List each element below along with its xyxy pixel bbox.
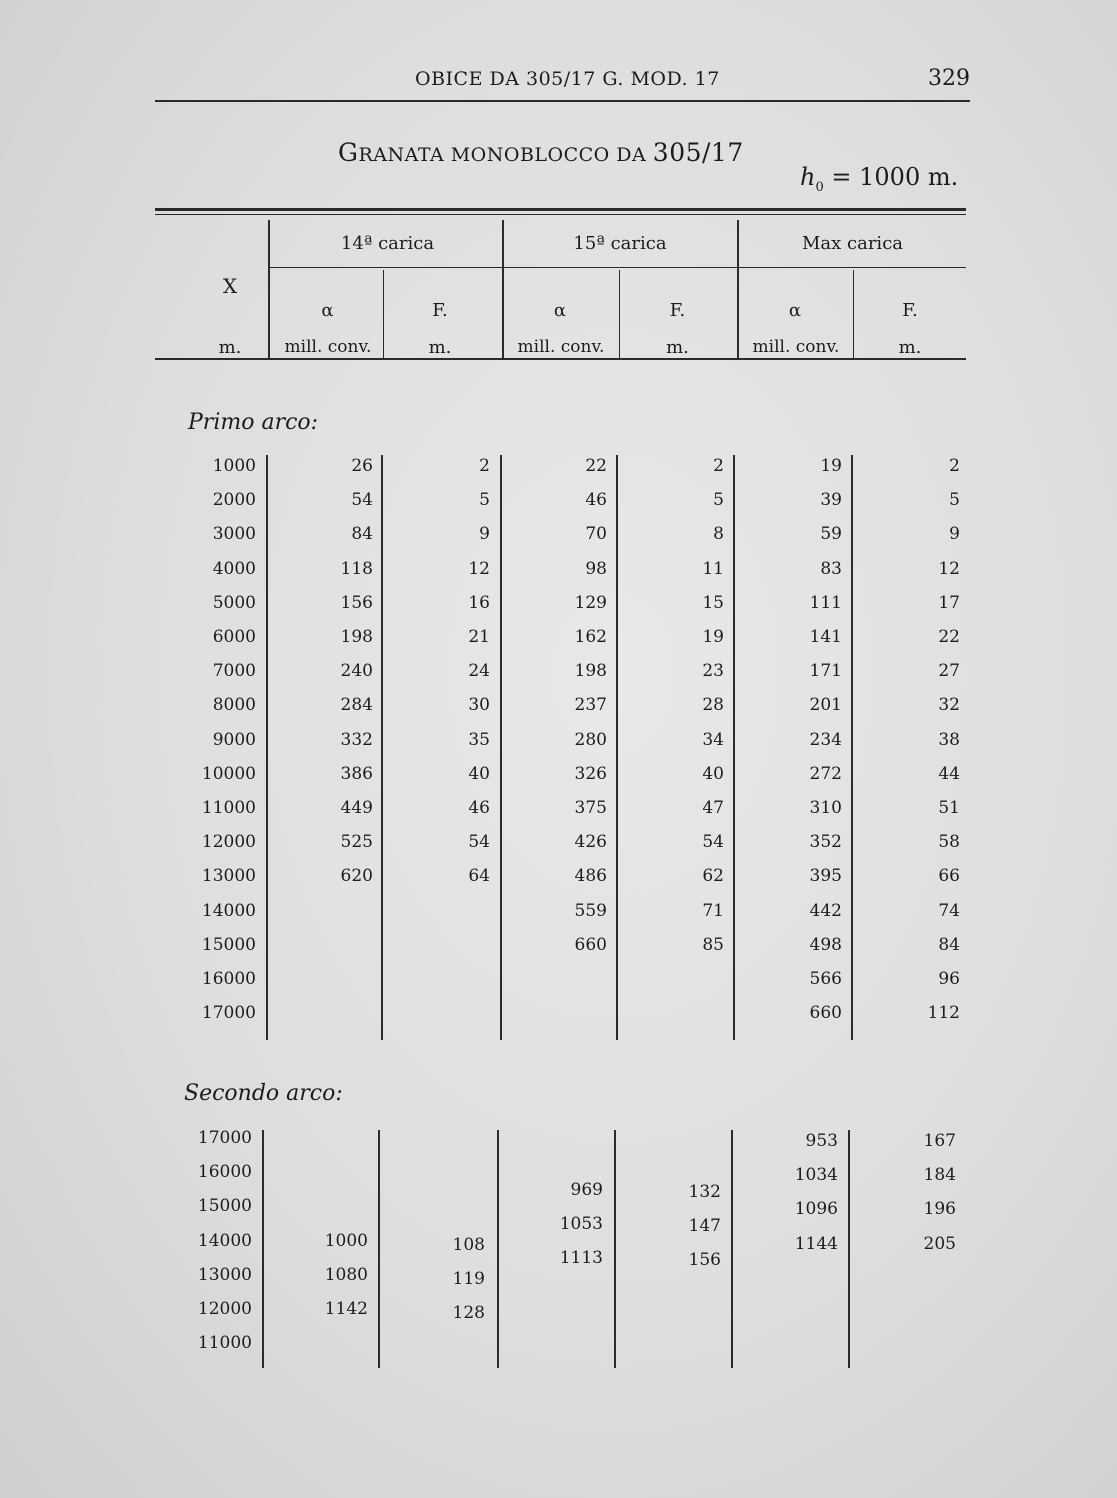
- value-cell-f14: 54: [468, 832, 490, 852]
- value-cell-a15: 22: [585, 456, 607, 476]
- value-cell-a14: 1142: [324, 1299, 368, 1319]
- h0-formula: [800, 163, 958, 195]
- value-cell-amax: 1096: [794, 1199, 838, 1219]
- value-cell-f15: 19: [702, 627, 724, 647]
- value-cell-a15: 237: [574, 695, 607, 715]
- f-header-15: F.: [669, 300, 686, 321]
- header-rule: [155, 100, 970, 102]
- range-cell: 4000: [212, 559, 256, 579]
- value-cell-f15: 71: [702, 901, 724, 921]
- value-cell-amax: 272: [809, 764, 842, 784]
- title-initial: G: [338, 138, 359, 167]
- primo-vline: [266, 455, 268, 1040]
- value-cell-a15: 426: [574, 832, 607, 852]
- range-cell: 11000: [197, 1333, 252, 1353]
- alpha-unit-14: mill. conv.: [284, 337, 372, 357]
- f-unit-14: m.: [428, 337, 452, 358]
- value-cell-f15: 132: [688, 1182, 721, 1202]
- value-cell-amax: 171: [809, 661, 842, 681]
- range-cell: 12000: [201, 832, 256, 852]
- range-cell: 16000: [197, 1162, 252, 1182]
- header-bottom-rule: [155, 358, 966, 360]
- header-vline: [619, 270, 620, 358]
- section-primo-arco: Primo arco:: [188, 410, 319, 435]
- value-cell-fmax: 84: [938, 935, 960, 955]
- value-cell-amax: 953: [805, 1131, 838, 1151]
- value-cell-f15: 147: [688, 1216, 721, 1236]
- alpha-unit-15: mill. conv.: [517, 337, 605, 357]
- value-cell-fmax: 96: [938, 969, 960, 989]
- value-cell-amax: 442: [809, 901, 842, 921]
- range-cell: 15000: [197, 1196, 252, 1216]
- value-cell-f14: 16: [468, 593, 490, 613]
- value-cell-a15: 129: [574, 593, 607, 613]
- value-cell-a15: 559: [574, 901, 607, 921]
- range-cell: 16000: [201, 969, 256, 989]
- range-cell: 8000: [212, 695, 256, 715]
- range-cell: 1000: [212, 456, 256, 476]
- value-cell-fmax: 44: [938, 764, 960, 784]
- value-cell-fmax: 5: [949, 490, 960, 510]
- secondo-vline: [497, 1130, 499, 1368]
- value-cell-f15: 62: [702, 866, 724, 886]
- range-cell: 13000: [197, 1265, 252, 1285]
- value-cell-amax: 1144: [794, 1234, 838, 1254]
- value-cell-f14: 2: [479, 456, 490, 476]
- alpha-header-max: α: [788, 300, 802, 321]
- value-cell-fmax: 184: [923, 1165, 956, 1185]
- group-header-15: 15ª carica: [573, 233, 667, 254]
- value-cell-a14: 449: [340, 798, 373, 818]
- value-cell-f15: 156: [688, 1250, 721, 1270]
- h0-value: = 1000 m.: [831, 163, 959, 191]
- value-cell-a15: 1113: [559, 1248, 603, 1268]
- value-cell-f15: 40: [702, 764, 724, 784]
- value-cell-f14: 108: [452, 1235, 485, 1255]
- value-cell-a14: 198: [340, 627, 373, 647]
- value-cell-a15: 98: [585, 559, 607, 579]
- range-cell: 9000: [212, 730, 256, 750]
- f-header-max: F.: [902, 300, 918, 321]
- value-cell-amax: 201: [809, 695, 842, 715]
- range-cell: 5000: [212, 593, 256, 613]
- page-number: 329: [928, 66, 970, 91]
- value-cell-amax: 111: [809, 593, 842, 613]
- value-cell-f15: 23: [702, 661, 724, 681]
- value-cell-fmax: 22: [938, 627, 960, 647]
- secondo-vline: [262, 1130, 264, 1368]
- range-cell: 17000: [201, 1003, 256, 1023]
- value-cell-amax: 395: [809, 866, 842, 886]
- value-cell-a14: 386: [340, 764, 373, 784]
- running-title: OBICE DA 305/17 G. MOD. 17: [415, 68, 720, 90]
- value-cell-amax: 19: [820, 456, 842, 476]
- value-cell-a15: 280: [574, 730, 607, 750]
- value-cell-fmax: 205: [923, 1234, 956, 1254]
- value-cell-a15: 162: [574, 627, 607, 647]
- value-cell-a15: 660: [574, 935, 607, 955]
- value-cell-fmax: 58: [938, 832, 960, 852]
- f-unit-max: m.: [898, 337, 922, 358]
- header-vline: [502, 220, 504, 358]
- value-cell-amax: 310: [809, 798, 842, 818]
- value-cell-a15: 1053: [559, 1214, 603, 1234]
- value-cell-amax: 141: [809, 627, 842, 647]
- value-cell-amax: 59: [820, 524, 842, 544]
- value-cell-f14: 9: [479, 524, 490, 544]
- value-cell-a14: 1080: [324, 1265, 368, 1285]
- value-cell-f14: 64: [468, 866, 490, 886]
- value-cell-amax: 234: [809, 730, 842, 750]
- alpha-header-15: α: [553, 300, 567, 321]
- value-cell-fmax: 51: [938, 798, 960, 818]
- value-cell-a15: 375: [574, 798, 607, 818]
- value-cell-fmax: 9: [949, 524, 960, 544]
- value-cell-a14: 54: [351, 490, 373, 510]
- value-cell-fmax: 66: [938, 866, 960, 886]
- primo-vline: [500, 455, 502, 1040]
- header-vline: [737, 220, 739, 358]
- value-cell-f15: 2: [713, 456, 724, 476]
- value-cell-a14: 332: [340, 730, 373, 750]
- value-cell-f15: 8: [713, 524, 724, 544]
- value-cell-a15: 198: [574, 661, 607, 681]
- value-cell-fmax: 17: [938, 593, 960, 613]
- value-cell-f14: 128: [452, 1303, 485, 1323]
- range-cell: 7000: [212, 661, 256, 681]
- value-cell-amax: 566: [809, 969, 842, 989]
- x-unit: m.: [218, 337, 242, 358]
- value-cell-amax: 660: [809, 1003, 842, 1023]
- title-smallcaps: RANATA MONOBLOCCO DA: [358, 144, 653, 166]
- value-cell-a14: 26: [351, 456, 373, 476]
- value-cell-fmax: 196: [923, 1199, 956, 1219]
- value-cell-f15: 47: [702, 798, 724, 818]
- value-cell-a15: 46: [585, 490, 607, 510]
- primo-vline: [381, 455, 383, 1040]
- value-cell-f15: 85: [702, 935, 724, 955]
- table-top-rule: [155, 208, 966, 211]
- header-vline: [383, 270, 384, 358]
- alpha-header-14: α: [321, 300, 334, 321]
- group-header-rule: [270, 267, 966, 268]
- range-cell: 3000: [212, 524, 256, 544]
- range-cell: 15000: [201, 935, 256, 955]
- group-header-14: 14ª carica: [340, 233, 435, 254]
- primo-vline: [733, 455, 735, 1040]
- value-cell-fmax: 167: [923, 1131, 956, 1151]
- value-cell-f14: 30: [468, 695, 490, 715]
- value-cell-a14: 1000: [324, 1231, 368, 1251]
- value-cell-fmax: 38: [938, 730, 960, 750]
- value-cell-f15: 28: [702, 695, 724, 715]
- value-cell-amax: 39: [820, 490, 842, 510]
- h0-subscript: 0: [815, 179, 824, 195]
- value-cell-f14: 12: [468, 559, 490, 579]
- value-cell-a14: 525: [340, 832, 373, 852]
- value-cell-f14: 5: [479, 490, 490, 510]
- value-cell-amax: 498: [809, 935, 842, 955]
- value-cell-a15: 969: [570, 1180, 603, 1200]
- value-cell-fmax: 112: [927, 1003, 960, 1023]
- range-cell: 14000: [197, 1231, 252, 1251]
- value-cell-f14: 46: [468, 798, 490, 818]
- value-cell-a14: 240: [340, 661, 373, 681]
- value-cell-f14: 21: [468, 627, 490, 647]
- range-cell: 11000: [201, 798, 256, 818]
- value-cell-f15: 11: [702, 559, 724, 579]
- f-unit-15: m.: [666, 337, 689, 358]
- range-cell: 13000: [201, 866, 256, 886]
- value-cell-fmax: 74: [938, 901, 960, 921]
- value-cell-a15: 70: [585, 524, 607, 544]
- value-cell-a14: 284: [340, 695, 373, 715]
- value-cell-f15: 5: [713, 490, 724, 510]
- group-header-max: Max carica: [801, 233, 904, 254]
- secondo-vline: [614, 1130, 616, 1368]
- range-cell: 12000: [197, 1299, 252, 1319]
- value-cell-f14: 40: [468, 764, 490, 784]
- range-cell: 10000: [201, 764, 256, 784]
- range-cell: 14000: [201, 901, 256, 921]
- value-cell-amax: 1034: [794, 1165, 838, 1185]
- value-cell-f15: 15: [702, 593, 724, 613]
- value-cell-fmax: 2: [949, 456, 960, 476]
- secondo-vline: [731, 1130, 733, 1368]
- value-cell-amax: 83: [820, 559, 842, 579]
- f-header-14: F.: [432, 300, 448, 321]
- alpha-unit-max: mill. conv.: [752, 337, 840, 357]
- value-cell-f14: 119: [452, 1269, 485, 1289]
- header-vline: [268, 220, 270, 358]
- value-cell-a15: 486: [574, 866, 607, 886]
- value-cell-a14: 156: [340, 593, 373, 613]
- primo-vline: [616, 455, 618, 1040]
- range-cell: 2000: [212, 490, 256, 510]
- value-cell-a14: 118: [340, 559, 373, 579]
- value-cell-fmax: 27: [938, 661, 960, 681]
- value-cell-amax: 352: [809, 832, 842, 852]
- table-top-rule-2: [155, 214, 966, 215]
- primo-vline: [851, 455, 853, 1040]
- range-cell: 17000: [197, 1128, 252, 1148]
- x-header: X: [222, 274, 238, 298]
- value-cell-f14: 35: [468, 730, 490, 750]
- value-cell-a15: 326: [574, 764, 607, 784]
- secondo-vline: [848, 1130, 850, 1368]
- h0-symbol: h: [800, 163, 816, 191]
- value-cell-f15: 34: [702, 730, 724, 750]
- range-cell: 6000: [212, 627, 256, 647]
- section-secondo-arco: Secondo arco:: [184, 1081, 343, 1106]
- value-cell-f15: 54: [702, 832, 724, 852]
- value-cell-fmax: 32: [938, 695, 960, 715]
- value-cell-a14: 620: [340, 866, 373, 886]
- value-cell-f14: 24: [468, 661, 490, 681]
- value-cell-a14: 84: [351, 524, 373, 544]
- table-title: [338, 138, 744, 167]
- title-number: 305/17: [652, 138, 744, 167]
- header-vline: [853, 270, 854, 358]
- value-cell-fmax: 12: [938, 559, 960, 579]
- secondo-vline: [378, 1130, 380, 1368]
